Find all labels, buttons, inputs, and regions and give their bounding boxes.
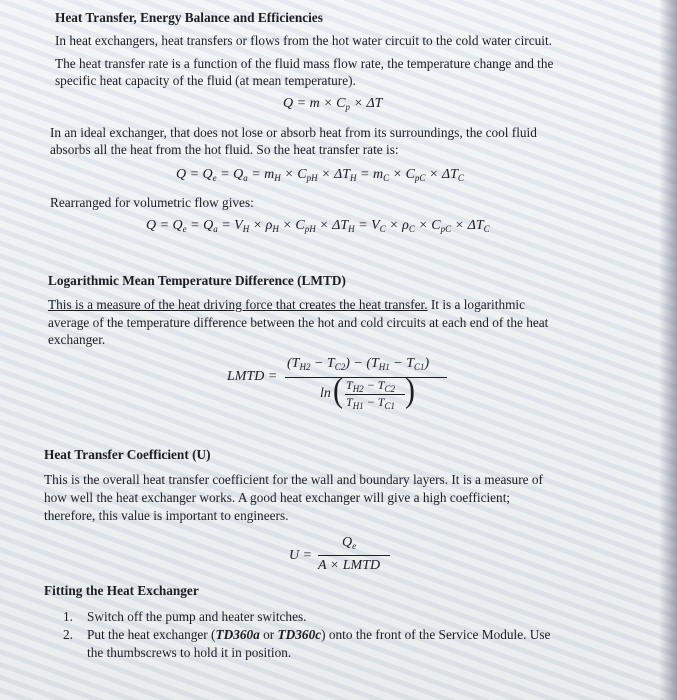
paragraph-coefficient-line3: therefore, this value is important to engineers. bbox=[44, 508, 289, 523]
paragraph-ideal-line2: absorbs all the heat from the hot fluid. So the heat transfer rate is: bbox=[50, 142, 399, 157]
section-title-fitting: Fitting the Heat Exchanger bbox=[44, 583, 199, 598]
equation-energy-balance: $Q = Q_e = Q_a = m_H \times C_{pH} \times \Delta T_H = m_C \times C_{pC} \times \Delta T_C$ bbox=[176, 167, 464, 183]
paragraph-coefficient-line1: This is the overall heat transfer coefficient for the wall and boundary layers. It is a measure of bbox=[44, 472, 543, 487]
u-denominator: A × LMTD bbox=[318, 558, 381, 573]
list-item-2-text-mid: or bbox=[259, 627, 278, 642]
u-numerator: $Q_e$ bbox=[342, 535, 357, 551]
equation-heat-rate: $Q = m \times C_p \times \Delta T$ bbox=[283, 96, 383, 112]
list-item-1-text: Switch off the pump and heater switches. bbox=[87, 609, 307, 624]
lmtd-denominator-ln: ln bbox=[320, 386, 331, 401]
paragraph-volumetric: Rearranged for volumetric flow gives: bbox=[50, 195, 254, 210]
paragraph-lmtd-line3: exchanger. bbox=[48, 332, 106, 347]
lmtd-right-paren: ) bbox=[405, 371, 415, 410]
paragraph-lmtd-line2: average of the temperature difference between the hot and cold circuits at each end of the heat bbox=[48, 315, 549, 330]
paragraph-heat-flow: In heat exchangers, heat transfers or flows from the hot water circuit to the cold water circuit. bbox=[55, 33, 552, 48]
lmtd-label: LMTD = bbox=[227, 369, 278, 384]
list-item-2-text-a: Put the heat exchanger ( bbox=[87, 627, 216, 642]
section-title-heat-transfer: Heat Transfer, Energy Balance and Efficiencies bbox=[55, 10, 323, 25]
equation-volumetric: $Q = Q_e = Q_a = V_H \times \rho_H \times C_{pH} \times \Delta T_H = V_C \times \rho_C \times C_{pC} \times \Delta T_C$ bbox=[146, 218, 490, 234]
lmtd-numerator: $(T_{H2} - T_{C2}) - (T_{H1} - T_{C1})$ bbox=[287, 356, 430, 372]
section-title-lmtd: Logarithmic Mean Temperature Difference (LMTD) bbox=[48, 273, 346, 288]
u-label: U = bbox=[289, 548, 313, 563]
list-item-2-text-continued: the thumbscrews to hold it in position. bbox=[87, 645, 292, 660]
model-td360a: TD360a bbox=[215, 627, 260, 642]
paragraph-coefficient-line2: how well the heat exchanger works. A good heat exchanger will give a high coefficient; bbox=[44, 490, 511, 505]
paragraph-rate-line1: The heat transfer rate is a function of the fluid mass flow rate, the temperature change and the bbox=[55, 56, 554, 71]
list-item-2-text-b: ) onto the front of the Service Module. Use bbox=[321, 627, 551, 642]
paragraph-lmtd-line1 bbox=[48, 296, 525, 313]
paragraph-ideal-line1: In an ideal exchanger, that does not lose or absorb heat from its surroundings, the cool fluid bbox=[50, 125, 537, 140]
paragraph-rate-line2: specific heat capacity of the fluid (at mean temperature). bbox=[55, 73, 356, 88]
u-fraction-bar bbox=[318, 555, 390, 556]
list-item-2-number: 2. bbox=[63, 627, 73, 642]
lmtd-definition-underlined: This is a measure of the heat driving force that creates the heat transfer. bbox=[48, 297, 428, 312]
model-td360c: TD360c bbox=[277, 627, 322, 642]
page-edge-shadow bbox=[659, 0, 677, 700]
section-title-heat-transfer-coefficient: Heat Transfer Coefficient (U) bbox=[44, 447, 211, 462]
lmtd-inner-denominator: $T_{H1} - T_{C1}$ bbox=[346, 395, 395, 411]
lmtd-left-paren: ( bbox=[333, 371, 343, 410]
lmtd-inner-numerator: $T_{H2} - T_{C2}$ bbox=[346, 378, 395, 394]
lmtd-definition-rest: It is a logarithmic bbox=[427, 297, 526, 312]
list-item-2-text bbox=[87, 626, 550, 643]
list-item-1-number: 1. bbox=[63, 609, 73, 624]
